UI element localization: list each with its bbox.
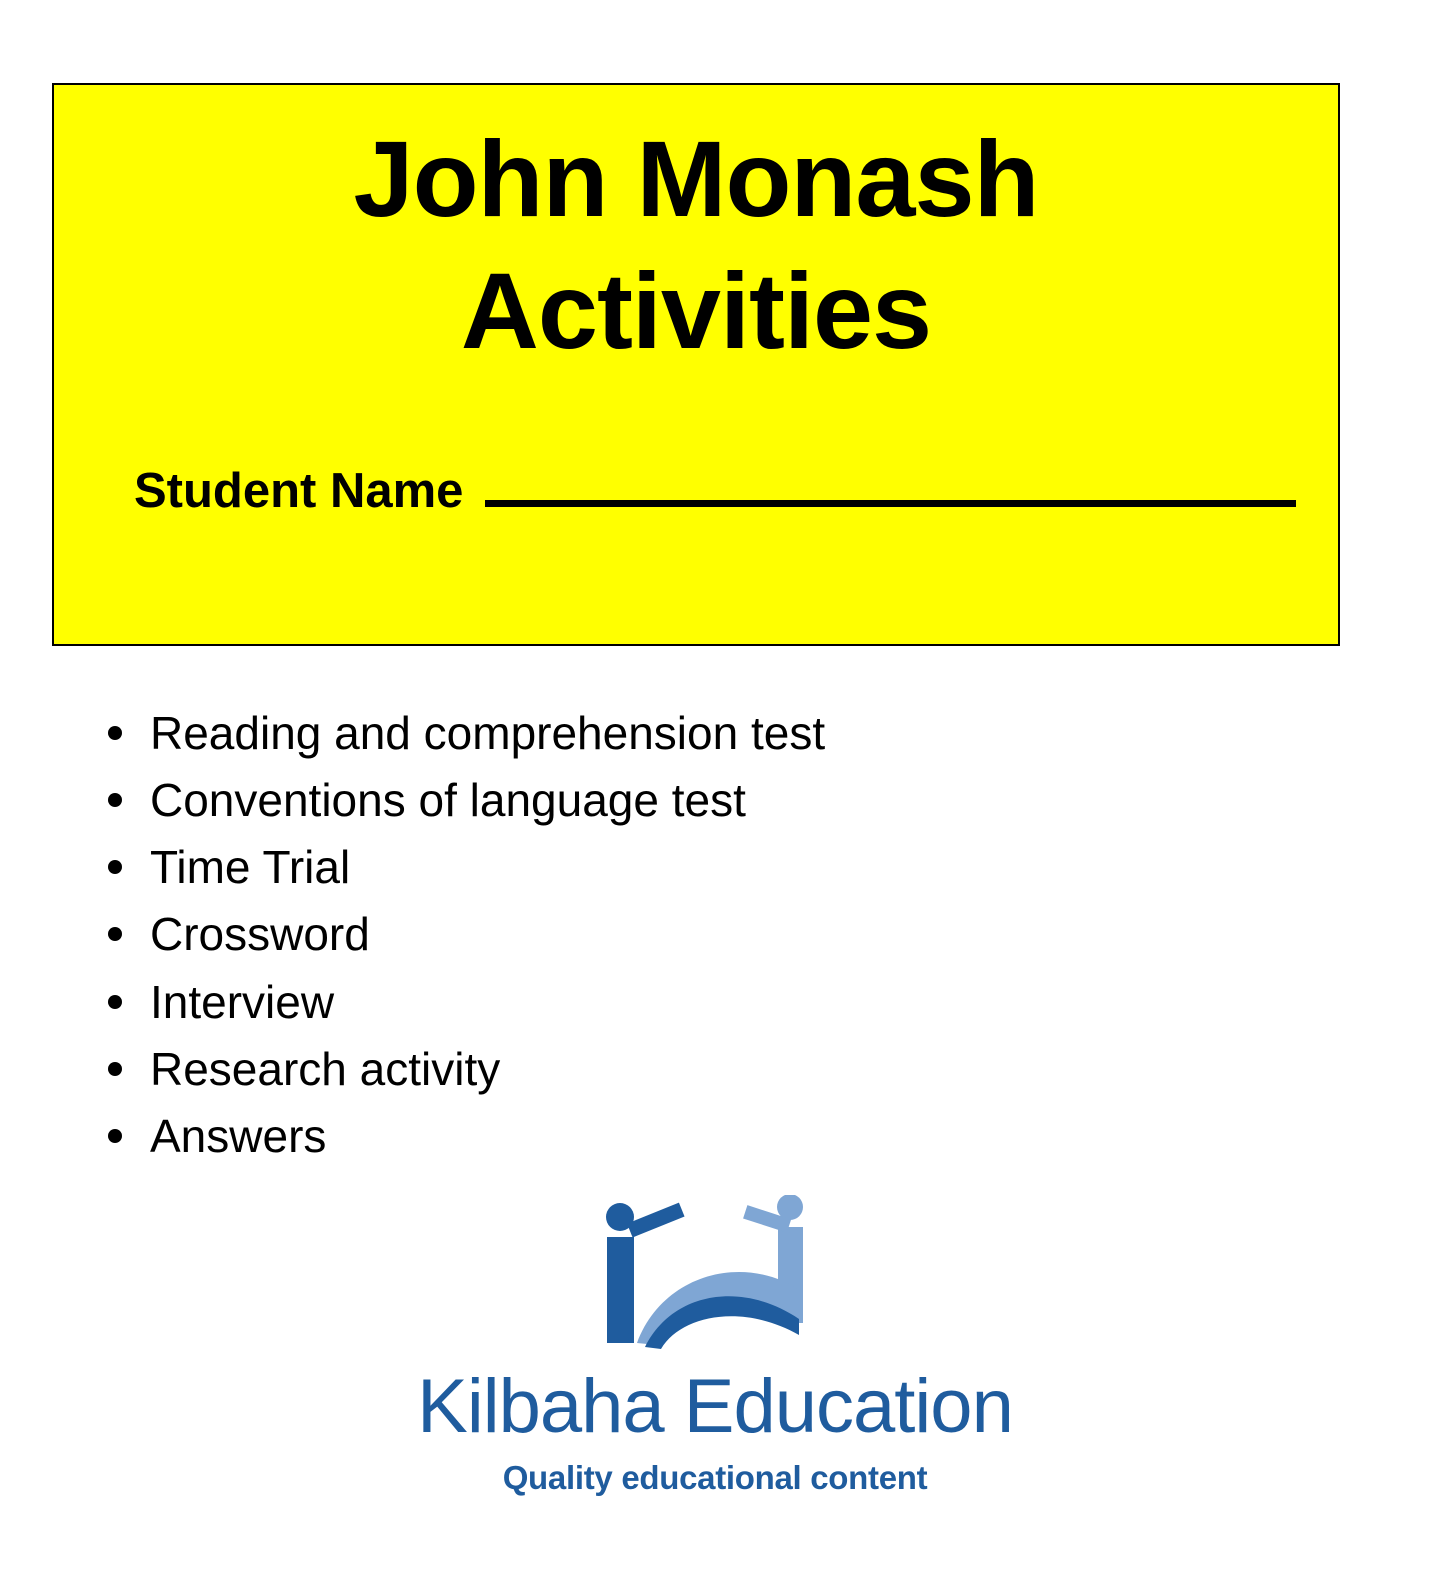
logo-tagline: Quality educational content	[502, 1458, 928, 1496]
list-item	[108, 1103, 825, 1170]
student-name-label: Student Name	[134, 464, 464, 518]
bridge-figures-icon	[585, 1195, 845, 1365]
student-name-input[interactable]	[485, 490, 1296, 507]
bullet-icon	[108, 726, 122, 740]
bullet-icon	[108, 793, 122, 807]
list-item	[108, 1036, 825, 1103]
bullet-icon	[108, 995, 122, 1009]
publisher-logo	[0, 1195, 1430, 1497]
list-item	[108, 834, 825, 901]
bullet-icon	[108, 1062, 122, 1076]
list-item	[108, 969, 825, 1036]
activities-list	[108, 700, 825, 1170]
list-item-label: Crossword	[150, 908, 370, 961]
bullet-icon	[108, 860, 122, 874]
page-title	[54, 85, 1338, 377]
page-title-line-1: John Monash	[353, 118, 1039, 239]
bullet-icon	[108, 927, 122, 941]
list-item	[108, 700, 825, 767]
list-item	[108, 767, 825, 834]
list-item-label: Research activity	[150, 1042, 501, 1095]
list-item-label: Answers	[150, 1109, 327, 1162]
list-item	[108, 901, 825, 968]
logo-name: Kilbaha Education	[417, 1364, 1013, 1449]
bullet-icon	[108, 1129, 122, 1143]
list-item-label: Conventions of language test	[150, 774, 746, 827]
list-item-label: Reading and comprehension test	[150, 707, 826, 759]
list-item-label: Time Trial	[150, 841, 351, 894]
title-banner	[52, 83, 1340, 646]
page-title-line-2: Activities	[460, 249, 932, 371]
list-item-label: Interview	[150, 975, 335, 1028]
student-name-row	[134, 463, 1308, 519]
